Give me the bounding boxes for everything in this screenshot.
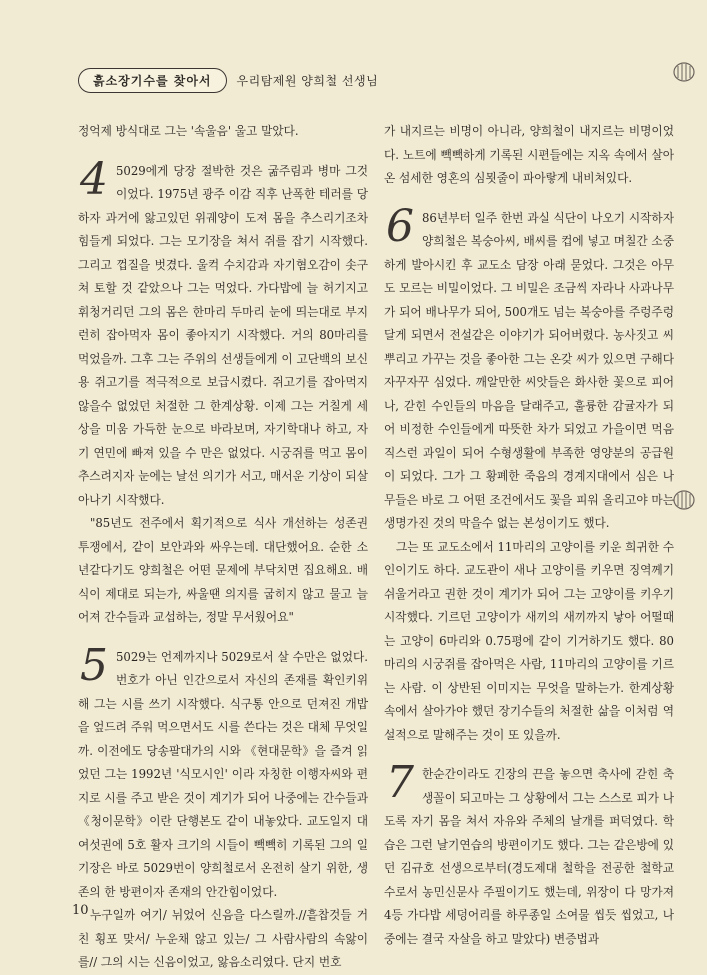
section-number: 4 (80, 153, 108, 205)
section-number: 5 (80, 639, 108, 691)
series-title: 흙소장기수를 찾아서 (78, 68, 227, 93)
section-5 (78, 639, 368, 975)
paragraph: 가 내지르는 비명이 아니라, 양희철이 내지르는 비명이었다. 노트에 빽빽하게 기록된 시편들에는 지옥 속에서 살아온 섬세한 영혼의 심묏줄이 파아랗게 내비쳐있다. (384, 124, 674, 185)
binding-ring-icon (671, 60, 697, 84)
page-header (78, 66, 378, 94)
paragraph: 정억제 방식대로 그는 '속울음' 울고 말았다. (78, 124, 299, 138)
section-number: 6 (386, 200, 414, 252)
article-subtitle: 우리탐제원 양희철 선생님 (236, 73, 379, 88)
section-6 (384, 200, 674, 748)
paragraph: 86년부터 일주 한번 과실 식단이 나오기 시작하자 양희철은 복숭아씨, 배씨를 컵에 넣고 며칠간 소중하게 발아시킨 후 교도소 담장 아래 묻었다. 그것은 아무도 모르는 비밀이었다. 그 비밀은 조금씩 자라나 사과나무가 되어 배나무가 되어, 500개도 넘는 복숭아를 주렁주렁 달게 되면서 전설같은 이야기가 되어버렸다. 농사짓고 씨뿌리고 가꾸는 것을 좋아한 그는 온갖 씨가 있으면 구해다 자꾸자꾸 심었다. 깨알만한 씨앗들은 화사한 꽃으로 피어나, 갇힌 수인들의 마음을 달래주고, 훌륭한 감귤자가 되어 비정한 수인들에게 따뜻한 차가 되었고 가을이면 먹음직스런 과일이 되어 수형생활에 부족한 영양분의 공급원이 되었다. 그가 그 황폐한 죽음의 경계지대에서 심은 나무들은 바로 그 어떤 조건에서도 꽃을 피워 올리고야 마는 생명가진 것의 막을수 없는 본성이기도 했다. (384, 210, 674, 530)
paragraph: 누구일까 여기/ 뉘었어 신음을 다스릴까.//흩찹것들 거친 횡포 맞서/ 누운채 않고 있는/ 그 사람사람의 속앓이를// 그의 시는 신음이었고, 앓음소리였다. 단지 번호 (78, 908, 368, 969)
section-4 (78, 153, 368, 630)
section-number: 7 (386, 757, 414, 808)
paragraph: 한순간이라도 긴장의 끈을 놓으면 축사에 갇힌 축생꼴이 되고마는 그 상황에서 그는 스스로 피가 나도록 자기 몸을 쳐서 자유와 주체의 날개를 퍼덕였다. 학습은 그런 날기연습의 방편이기도 했다. 그는 같은방에 있던 김규호 선생으로부터(경도제대 철학을 전공한 철학교수로서 농민신문사 주필이기도 했는데, 위장이 다 망가져 4등 가다밥 세덩어리를 하루종일 소여물 씹듯 씹었고, 나중에는 결국 자살을 하고 말았다) 변증법과 (384, 767, 674, 946)
section-7 (384, 757, 674, 951)
left-column (78, 120, 368, 975)
paragraph: 5029는 언제까지나 5029로서 살 수만은 없었다. 번호가 아닌 인간으로서 자신의 존재를 확인키위해 그는 시를 쓰기 시작했다. 식구통 안으로 던져진 개밥을 엎드려 주워 먹으면서도 시를 쓴다는 것은 대체 무엇일까. 이전에도 당송팔대가의 시와 《현대문학》을 즐겨 읽었던 그는 1992년 '식모시인' 이라 자칭한 이행자씨와 편지로 시를 주고 받은 것이 계기가 되어 나중에는 간수들과 《청이문학》이란 단행본도 같이 내놓았다. 교도일지 대여섯권에 5호 활자 크기의 시들이 빽빽히 기록된 그의 일기장은 바로 5029번이 양희철로서 온전히 살기 위한, 생존의 한 방편이자 존재의 안간힘이었다. (78, 649, 368, 899)
paragraph: 5029에게 당장 절박한 것은 굶주림과 병마 그것이었다. 1975년 광주 이감 직후 난폭한 테러를 당하자 과거에 앓고있던 위궤양이 도져 몸을 추스리기조차 힘들게 되었다. 그는 모기장을 쳐서 쥐를 잡기 시작했다. 그리고 껍질을 벗겼다. 울컥 수치감과 자기혐오감이 솟구쳐 토할 것 같았으나 그는 먹었다. 가다밥에 늘 허기지고 휘청거리던 그의 몸은 한마리 두마리 눈에 띄는대로 부지런히 잡아먹자 몸이 좋아지기 시작했다. 거의 80마리를 먹었을까. 그후 그는 주위의 선생들에게 이 고단백의 보신용 쥐고기를 적극적으로 보급시켰다. 쥐고기를 잡아먹지 않을수 없었던 처절한 그 한계상황. 이제 그는 거칠게 세상을 미움 가득한 눈으로 바라보며, 자기학대나 하고, 자기 연민에 빠져 있을 수 만은 없었다. 시궁쥐를 먹고 몸이 추스려지자 눈에는 날선 의기가 서고, 매서운 기상이 되살아나기 시작했다. (78, 163, 368, 507)
page-number: 10 (72, 903, 89, 918)
right-column (384, 120, 674, 951)
quote-paragraph: "85년도 전주에서 획기적으로 식사 개선하는 성존권 투쟁에서, 같이 보안과와 싸우는데. 대단했어요. 순한 소년같다기도 양희철은 어떤 문제에 부닥치면 집요해요. 배식이 제대로 되는가, 싸울땐 의지를 굽히지 않고 물고 늘어져 간수들과 교섭하는, 정말 무서웠어요" (78, 516, 368, 624)
binding-ring-icon (671, 488, 697, 512)
paragraph: 그는 또 교도소에서 11마리의 고양이를 키운 희귀한 수인이기도 하다. 교도관이 새나 고양이를 키우면 징역께기 쉬울거라고 권한 것이 계기가 되어 그는 고양이를 키우기 시작했다. 기르던 고양이가 새끼의 새끼까지 낳아 어떨때는 고양이 6마리와 0.75평에 같이 기거하기도 했다. 80마리의 시궁쥐를 잡아먹은 사람, 11마리의 고양이를 기르는 사람. 이 상반된 이미지는 무엇을 말하는가. 한계상황 속에서 살아가야 했던 장기수들의 처절한 삶을 이처럼 역설적으로 말해주는 것이 또 있을까. (384, 539, 674, 742)
